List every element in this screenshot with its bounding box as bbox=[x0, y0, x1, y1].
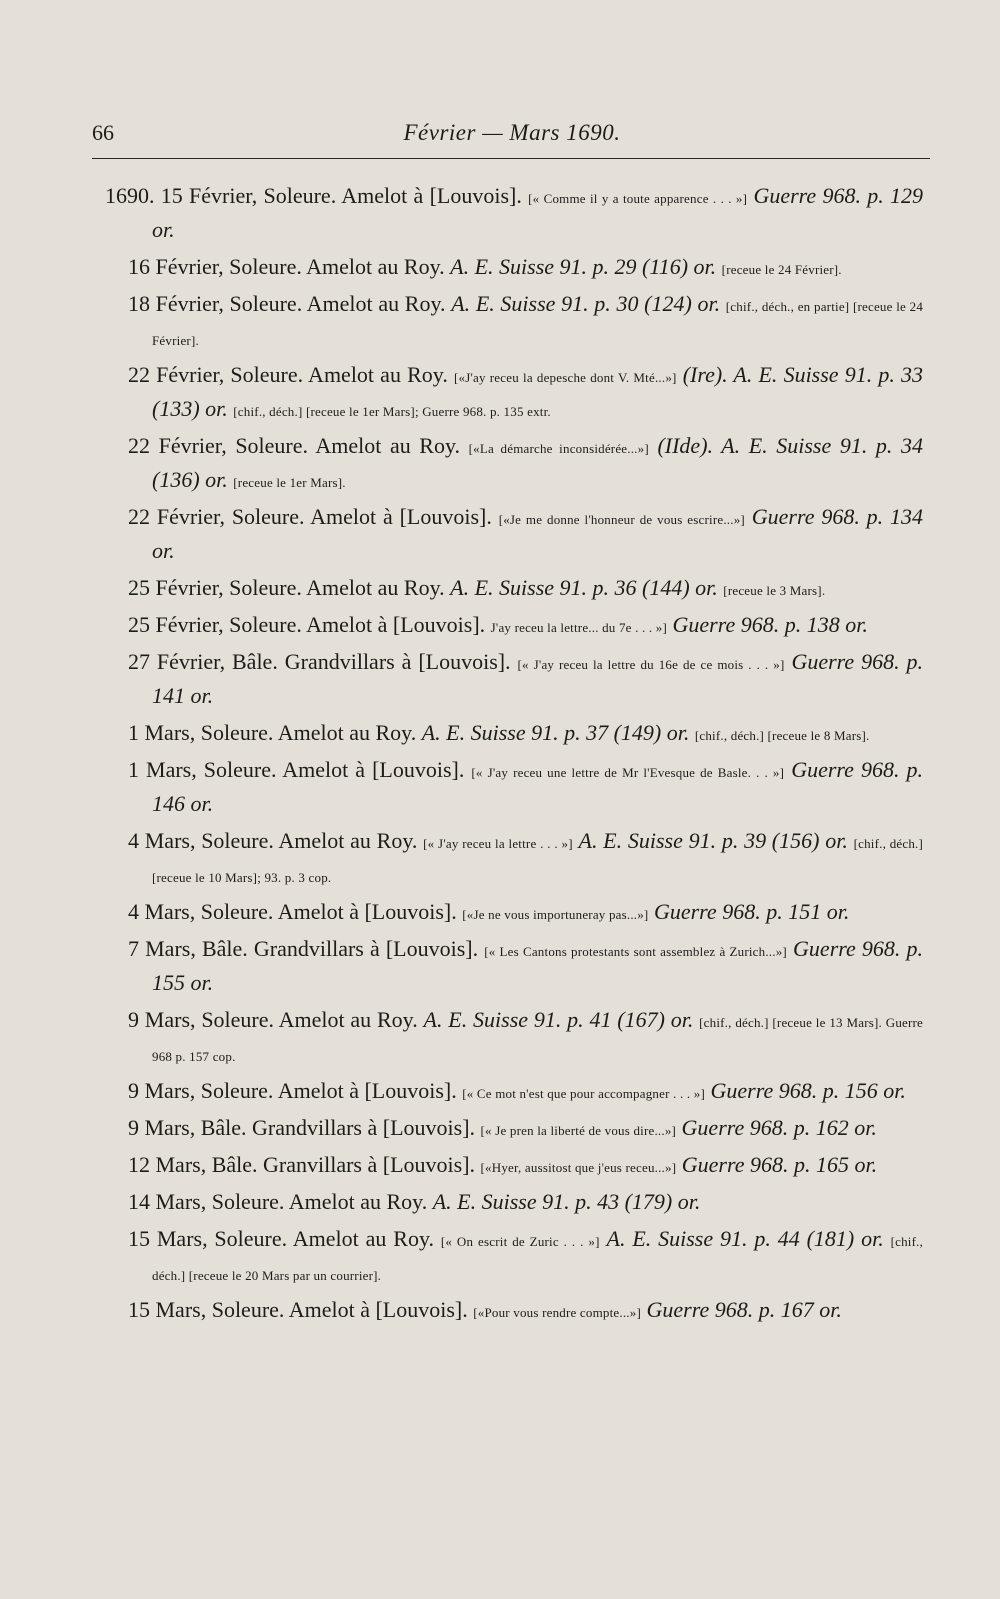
entry-ref: A. E. Suisse 91. p. 41 (167) or. bbox=[423, 1007, 694, 1032]
entry-main: 1690. 15 Février, Soleure. Amelot à [Louvois]. bbox=[105, 183, 522, 208]
entry-main: 16 Février, Soleure. Amelot au Roy. bbox=[128, 254, 445, 279]
entry-tail: [receue le 1er Mars]. bbox=[233, 475, 346, 490]
list-item bbox=[105, 572, 923, 606]
list-item bbox=[105, 1112, 923, 1146]
entry-ref: (Ire). A. E. Suisse 91. p. 33 (133) or. bbox=[152, 362, 923, 421]
list-item bbox=[105, 1294, 923, 1328]
entry-tail: [receue le 24 Février]. bbox=[721, 262, 842, 277]
entry-ref: Guerre 968. p. 151 or. bbox=[653, 899, 850, 924]
entry-main: 9 Mars, Soleure. Amelot au Roy. bbox=[128, 1007, 418, 1032]
entry-tail: [chif., déch.] [receue le 8 Mars]. bbox=[694, 728, 870, 743]
entry-note: [« J'ay receu la lettre . . . »] bbox=[423, 836, 573, 851]
list-item bbox=[105, 933, 923, 1001]
page-header bbox=[92, 120, 932, 156]
running-title: Février — Mars 1690. bbox=[403, 120, 621, 145]
entry-note: [« Les Cantons protestants sont assemblez à Zurich...»] bbox=[484, 944, 787, 959]
entry-tail: [chif., déch.] [receue le 10 Mars]; 93. p. 3 cop. bbox=[152, 836, 924, 885]
entry-tail: [chif., déch., en partie] [receue le 24 Février]. bbox=[152, 299, 924, 348]
list-item bbox=[105, 430, 923, 498]
entry-main: 12 Mars, Bâle. Granvillars à [Louvois]. bbox=[128, 1152, 476, 1177]
entry-note: [« J'ay receu la lettre du 16e de ce mois . . . »] bbox=[517, 657, 785, 672]
entry-ref: Guerre 968. p. 141 or. bbox=[152, 649, 924, 708]
entry-main: 25 Février, Soleure. Amelot à [Louvois]. bbox=[128, 612, 486, 637]
list-item bbox=[105, 251, 923, 285]
entry-ref: Guerre 968. p. 129 or. bbox=[152, 183, 923, 242]
entry-ref: A. E. Suisse 91. p. 37 (149) or. bbox=[421, 720, 690, 745]
list-item bbox=[105, 359, 923, 427]
entry-note: [« J'ay receu une lettre de Mr l'Evesque de Basle. . . »] bbox=[471, 765, 785, 780]
entry-main: 22 Février, Soleure. Amelot à [Louvois]. bbox=[128, 504, 492, 529]
entry-note: [« Comme il y a toute apparence . . . »] bbox=[528, 191, 748, 206]
entry-ref: Guerre 968. p. 146 or. bbox=[152, 757, 923, 816]
entry-main: 9 Mars, Soleure. Amelot à [Louvois]. bbox=[128, 1078, 457, 1103]
entry-note: [«J'ay receu la depesche dont V. Mté...»] bbox=[453, 370, 677, 385]
list-item bbox=[105, 1075, 923, 1109]
list-item bbox=[105, 288, 923, 356]
entry-note: [« Ce mot n'est que pour accompagner . . . »] bbox=[462, 1086, 705, 1101]
entry-ref: A. E. Suisse 91. p. 29 (116) or. bbox=[450, 254, 717, 279]
list-item bbox=[105, 646, 923, 714]
entry-ref: (IIde). A. E. Suisse 91. p. 34 (136) or. bbox=[152, 433, 924, 492]
entry-tail: [chif., déch.] [receue le 13 Mars]. Guerre 968 p. 157 cop. bbox=[152, 1015, 924, 1064]
entry-tail: [chif., déch.] [receue le 20 Mars par un courrier]. bbox=[152, 1234, 924, 1283]
entry-note: [«Pour vous rendre compte...»] bbox=[473, 1305, 641, 1320]
entry-ref: Guerre 968. p. 155 or. bbox=[152, 936, 924, 995]
entry-ref: A. E. Suisse 91. p. 30 (124) or. bbox=[451, 291, 721, 316]
entry-ref: Guerre 968. p. 156 or. bbox=[710, 1078, 906, 1103]
entry-main: 15 Mars, Soleure. Amelot à [Louvois]. bbox=[128, 1297, 468, 1322]
entry-ref: A. E. Suisse 91. p. 39 (156) or. bbox=[578, 828, 848, 853]
entry-main: 1 Mars, Soleure. Amelot à [Louvois]. bbox=[128, 757, 465, 782]
entry-list bbox=[105, 180, 923, 1331]
entry-main: 15 Mars, Soleure. Amelot au Roy. bbox=[128, 1226, 435, 1251]
entry-note: [« On escrit de Zuric . . . »] bbox=[440, 1234, 600, 1249]
list-item bbox=[105, 1186, 923, 1220]
entry-main: 22 Février, Soleure. Amelot au Roy. bbox=[128, 362, 448, 387]
entry-ref: A. E. Suisse 91. p. 36 (144) or. bbox=[450, 575, 718, 600]
entry-note: [« Je pren la liberté de vous dire...»] bbox=[480, 1123, 677, 1138]
entry-main: 14 Mars, Soleure. Amelot au Roy. bbox=[128, 1189, 428, 1214]
list-item bbox=[105, 501, 923, 569]
list-item bbox=[105, 717, 923, 751]
entry-main: 1 Mars, Soleure. Amelot au Roy. bbox=[128, 720, 417, 745]
entry-main: 9 Mars, Bâle. Grandvillars à [Louvois]. bbox=[128, 1115, 476, 1140]
entry-note: [«La démarche inconsidérée...»] bbox=[468, 441, 649, 456]
page-number: 66 bbox=[92, 120, 114, 145]
entry-ref: A. E. Suisse 91. p. 44 (181) or. bbox=[606, 1226, 884, 1251]
entry-main: 27 Février, Bâle. Grandvillars à [Louvois]. bbox=[128, 649, 511, 674]
entry-ref: Guerre 968. p. 138 or. bbox=[672, 612, 868, 637]
entry-note: [«Je ne vous importuneray pas...»] bbox=[462, 907, 649, 922]
list-item bbox=[105, 754, 923, 822]
entry-ref: Guerre 968. p. 165 or. bbox=[681, 1152, 878, 1177]
entry-ref: A. E. Suisse 91. p. 43 (179) or. bbox=[432, 1189, 701, 1214]
entry-note: [«Je me donne l'honneur de vous escrire...»] bbox=[498, 512, 745, 527]
entry-main: 25 Février, Soleure. Amelot au Roy. bbox=[128, 575, 445, 600]
entry-note: J'ay receu la lettre... du 7e . . . »] bbox=[490, 620, 668, 635]
list-item bbox=[105, 1004, 923, 1072]
entry-main: 18 Février, Soleure. Amelot au Roy. bbox=[128, 291, 446, 316]
entry-main: 22 Février, Soleure. Amelot au Roy. bbox=[128, 433, 461, 458]
list-item bbox=[105, 825, 923, 893]
entry-main: 4 Mars, Soleure. Amelot au Roy. bbox=[128, 828, 418, 853]
list-item bbox=[105, 1223, 923, 1291]
header-rule bbox=[92, 158, 930, 159]
entry-ref: Guerre 968. p. 134 or. bbox=[152, 504, 923, 563]
entry-tail: [receue le 3 Mars]. bbox=[723, 583, 826, 598]
entry-main: 7 Mars, Bâle. Grandvillars à [Louvois]. bbox=[128, 936, 479, 961]
entry-main: 4 Mars, Soleure. Amelot à [Louvois]. bbox=[128, 899, 457, 924]
list-item bbox=[105, 896, 923, 930]
entry-tail: [chif., déch.] [receue le 1er Mars]; Guerre 968. p. 135 extr. bbox=[233, 404, 551, 419]
list-item bbox=[105, 1149, 923, 1183]
entry-ref: Guerre 968. p. 162 or. bbox=[681, 1115, 877, 1140]
list-item bbox=[105, 180, 923, 248]
entry-ref: Guerre 968. p. 167 or. bbox=[646, 1297, 842, 1322]
list-item bbox=[105, 609, 923, 643]
entry-note: [«Hyer, aussitost que j'eus receu...»] bbox=[480, 1160, 677, 1175]
